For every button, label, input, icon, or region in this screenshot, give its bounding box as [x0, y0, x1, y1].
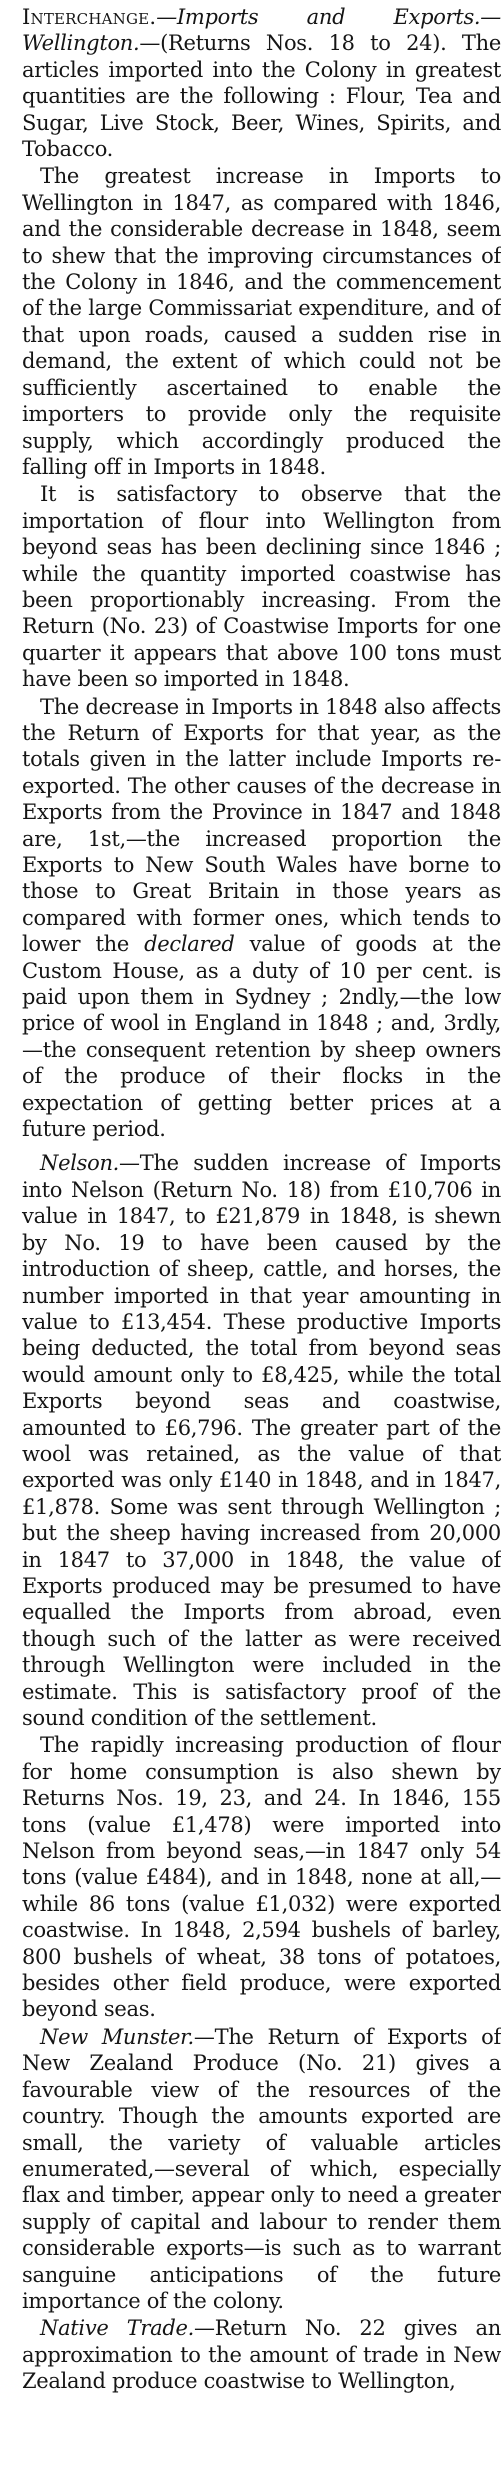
paragraph-exports	[22, 694, 501, 1143]
heading-title: —Imports and Exports.—	[156, 5, 501, 29]
section-wellington-intro	[22, 4, 501, 162]
paragraph: The greatest increase in Imports to Wellington in 1847, as compared with 1846, and the considerable decrease in 1848, seem to shew that the improving circumstances of the Colony in 1846, and the commencement of the large Commissariat expenditure, and of that upon roads, caused a sudden rise in demand, the extent of which could not be sufficiently ascertained to enable the importers to provide only the requisite supply, which accordingly produced the falling off in Imports in 1848.	[22, 164, 501, 479]
section-heading-wellington: Wellington.	[22, 31, 140, 56]
section-native-trade	[22, 2315, 501, 2394]
section-nelson	[22, 1150, 501, 1731]
paragraph: The rapidly increasing production of flour for home consumption is also shewn by Returns Nos. 19, 23, and 24. In 1846, 155 tons (value £1,478) were imported into Nelson from beyond seas,—in 1847 only 54 tons (value £484), and in 1848, none at all,—while 86 tons (value £1,032) were exported coastwise. In 1848, 2,594 bushels of barley, 800 bushels of wheat, 38 tons of potatoes, besides other field produce, were exported beyond seas.	[22, 1733, 501, 2022]
paragraph-text: —(Returns Nos. 18 to 24). The articles imported into the Colony in greatest quantities are the following : Flour, Tea and Sugar, Live Stock, Beer, Wines, Spirits, and Tobacco.	[22, 31, 501, 162]
paragraph: It is satisfactory to observe that the importation of flour into Wellington from beyond seas has been declining since 1846 ; while the quantity imported coastwise has been proportionably increasing. From the Return (No. 23) of Coastwise Imports for one quarter it appears that above 100 tons must have been so imported in 1848.	[22, 482, 501, 692]
paragraph-text: —The sudden increase of Imports into Nelson (Return No. 18) from £10,706 in value in 1847, to £21,879 in 1848, is shewn by No. 19 to have been caused by the introduction of sheep, cattle, and horses, the number imported in that year amounting in value to £13,454. These productive Imports being deducted, the total from beyond seas would amount only to £8,425, while the total Exports beyond seas and coastwise, amounted to £6,796. The greater part of the wool was retained, as the value of that exported was only £140 in 1848, and in 1847, £1,878. Some was sent through Wellington ; but the sheep having increased from 20,000 in 1847 to 37,000 in 1848, the value of Exports produced may be presumed to have equalled the Imports from abroad, even though such of the latter as were received through Wellington were included in the estimate. This is satisfactory proof of the sound condition of the settlement.	[22, 1151, 501, 1730]
paragraph-text: value of goods at the Custom House, as a duty of 10 per cent. is paid upon them in Sydney ; 2ndly,—the low price of wool in England in 1848 ; and, 3rdly,—the consequent retention by sheep owners of the produce of their flocks in the expectation of getting better prices at a future period.	[22, 932, 501, 1142]
paragraph-text: The decrease in Imports in 1848 also affects the Return of Exports for that year, as the totals given in the latter include Imports re-exported. The other causes of the decrease in Exports from the Province in 1847 and 1848 are, 1st,—the increased proportion the Exports to New South Wales have borne to those to Great Britain in those years as compared with former ones, which tends to lower the	[22, 694, 501, 957]
paragraph-text: —Return No. 22 gives an approximation to the amount of trade in New Zealand produce coastwise to Wellington,	[22, 2316, 501, 2394]
section-heading-nelson: Nelson.	[40, 1151, 120, 1176]
section-new-munster	[22, 2024, 501, 2314]
section-heading-new-munster: New Munster.	[40, 2024, 194, 2049]
section-heading-native-trade: Native Trade.	[40, 2316, 195, 2341]
emphasis-text: declared	[144, 932, 235, 957]
paragraph-text: —The Return of Exports of New Zealand Produce (No. 21) gives a favourable view of the resources of the country. Though the amounts exported are small, the variety of valuable articles enumerated,—several of which, especially flax and timber, appear only to need a greater supply of capital and labour to render them considerable exports—is such as to warrant sanguine anticipations of the future importance of the colony.	[22, 2024, 501, 2313]
heading-label: Interchange.	[22, 5, 157, 29]
